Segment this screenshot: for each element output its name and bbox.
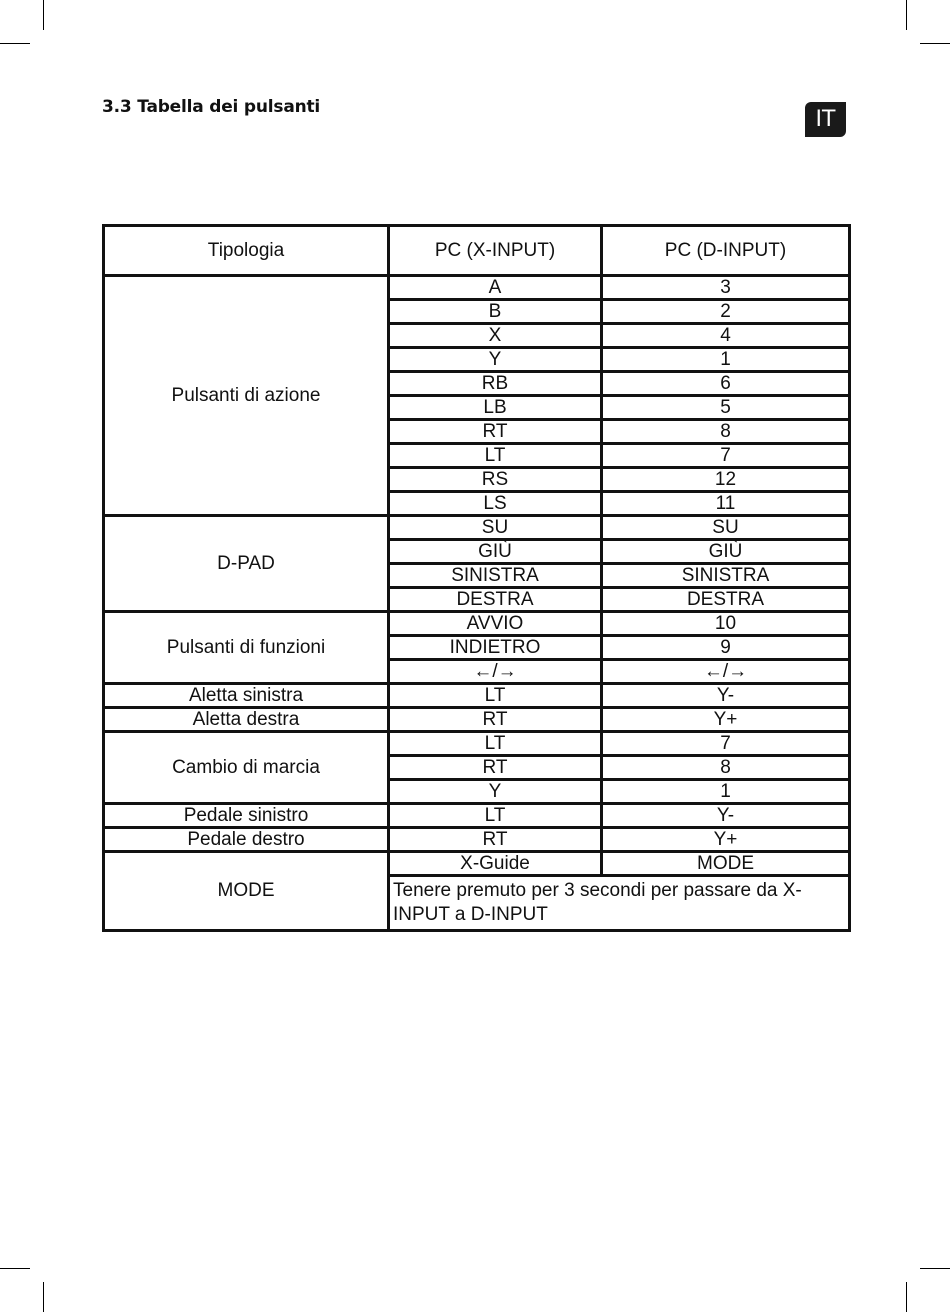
d-input-cell: Y-	[602, 804, 850, 828]
d-input-cell: 11	[602, 492, 850, 516]
header-d-input: PC (D-INPUT)	[602, 226, 850, 276]
x-input-cell: RT	[389, 708, 602, 732]
table-row	[104, 828, 850, 852]
table-row	[104, 804, 850, 828]
x-input-cell: X-Guide	[389, 852, 602, 876]
type-cell: Aletta sinistra	[104, 684, 389, 708]
d-input-cell: 6	[602, 372, 850, 396]
table-row	[104, 684, 850, 708]
d-input-cell: 2	[602, 300, 850, 324]
x-input-cell: LS	[389, 492, 602, 516]
x-input-cell: LT	[389, 732, 602, 756]
x-input-cell: RT	[389, 756, 602, 780]
d-input-cell: 12	[602, 468, 850, 492]
type-cell: Cambio di marcia	[104, 732, 389, 804]
x-input-cell: B	[389, 300, 602, 324]
d-input-cell: 7	[602, 732, 850, 756]
x-input-cell: LT	[389, 444, 602, 468]
x-input-cell: RT	[389, 828, 602, 852]
table-row	[104, 276, 850, 300]
header-x-input: PC (X-INPUT)	[389, 226, 602, 276]
d-input-cell: 4	[602, 324, 850, 348]
x-input-cell: SU	[389, 516, 602, 540]
type-cell: Pulsanti di funzioni	[104, 612, 389, 684]
table-header-row	[104, 226, 850, 276]
d-input-cell: SU	[602, 516, 850, 540]
x-input-cell: LT	[389, 804, 602, 828]
crop-mark	[920, 1268, 950, 1269]
x-input-cell: RS	[389, 468, 602, 492]
d-input-cell: 1	[602, 348, 850, 372]
header-type: Tipologia	[104, 226, 389, 276]
d-input-cell: 7	[602, 444, 850, 468]
crop-mark	[43, 0, 44, 30]
type-cell: MODE	[104, 852, 389, 931]
d-input-cell: 8	[602, 420, 850, 444]
crop-mark	[920, 43, 950, 44]
d-input-cell: Y+	[602, 708, 850, 732]
table-row	[104, 852, 850, 876]
x-input-cell: X	[389, 324, 602, 348]
d-input-cell: 8	[602, 756, 850, 780]
x-input-cell: A	[389, 276, 602, 300]
table-row	[104, 612, 850, 636]
crop-mark	[0, 1268, 30, 1269]
x-input-cell: AVVIO	[389, 612, 602, 636]
crop-mark	[906, 1282, 907, 1312]
x-input-cell: SINISTRA	[389, 564, 602, 588]
d-input-cell: SINISTRA	[602, 564, 850, 588]
table-row	[104, 732, 850, 756]
button-table	[102, 224, 851, 932]
d-input-cell: ←/→	[602, 660, 850, 684]
x-input-cell: LB	[389, 396, 602, 420]
d-input-cell: 9	[602, 636, 850, 660]
d-input-cell: 3	[602, 276, 850, 300]
x-input-cell: DESTRA	[389, 588, 602, 612]
x-input-cell: Y	[389, 780, 602, 804]
table-body	[104, 276, 850, 931]
d-input-cell: 1	[602, 780, 850, 804]
d-input-cell: Y-	[602, 684, 850, 708]
d-input-cell: MODE	[602, 852, 850, 876]
table-row	[104, 516, 850, 540]
x-input-cell: GIÙ	[389, 540, 602, 564]
d-input-cell: Y+	[602, 828, 850, 852]
d-input-cell: 5	[602, 396, 850, 420]
d-input-cell: 10	[602, 612, 850, 636]
mode-note-cell: Tenere premuto per 3 secondi per passare da X-INPUT a D-INPUT	[389, 876, 850, 931]
type-cell: Pedale destro	[104, 828, 389, 852]
x-input-cell: RT	[389, 420, 602, 444]
language-tab: IT	[805, 102, 846, 137]
type-cell: D-PAD	[104, 516, 389, 612]
type-cell: Aletta destra	[104, 708, 389, 732]
x-input-cell: RB	[389, 372, 602, 396]
x-input-cell: Y	[389, 348, 602, 372]
x-input-cell: INDIETRO	[389, 636, 602, 660]
crop-mark	[906, 0, 907, 30]
x-input-cell: LT	[389, 684, 602, 708]
crop-mark	[43, 1282, 44, 1312]
x-input-cell: ←/→	[389, 660, 602, 684]
d-input-cell: DESTRA	[602, 588, 850, 612]
type-cell: Pedale sinistro	[104, 804, 389, 828]
d-input-cell: GIÙ	[602, 540, 850, 564]
section-title: 3.3 Tabella dei pulsanti	[102, 97, 321, 117]
type-cell: Pulsanti di azione	[104, 276, 389, 516]
crop-mark	[0, 43, 30, 44]
table-row	[104, 708, 850, 732]
